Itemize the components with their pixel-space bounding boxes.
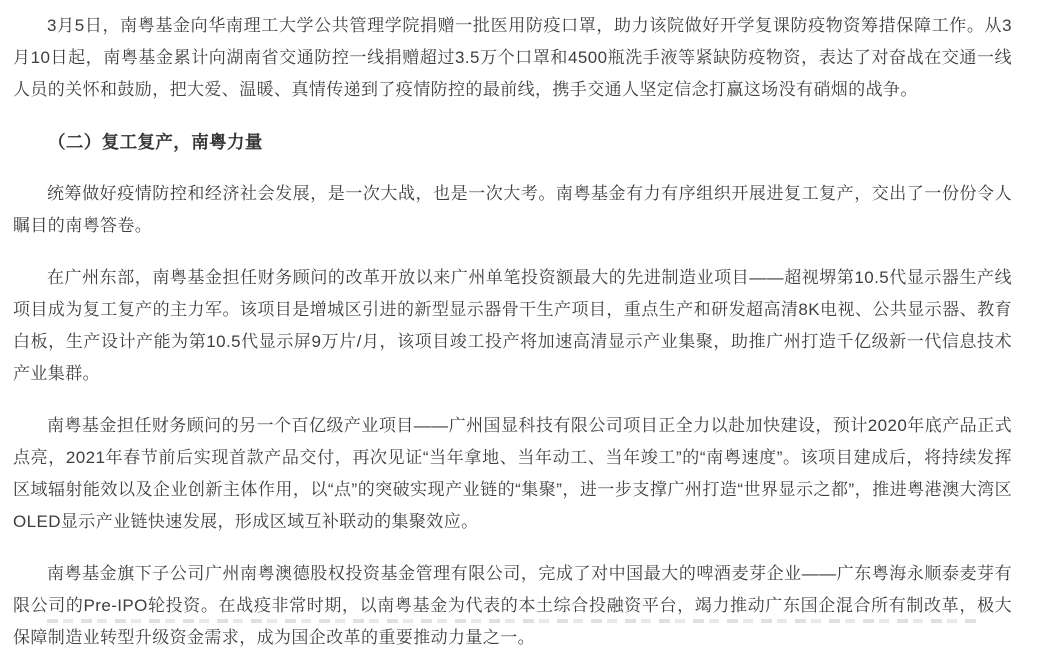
paragraph-guozhan-project: 南粤基金担任财务顾问的另一个百亿级产业项目——广州国显科技有限公司项目正全力以赴加快建设，预计2020年底产品正式点亮，2021年春节前后实现首款产品交付，再次见证“当年拿地、当年动工、当年竣工”的“南粤速度”。该项目建成后，将持续发挥区域辐射能效以及企业创新主体作用，以“点”的突破实现产业链的“集聚”，进一步支撑广州打造“世界显示之都”，推进粤港澳大湾区OLED显示产业链快速发展，形成区域互补联动的集聚效应。 — [13, 416, 1012, 531]
paragraph-donation: 3月5日，南粤基金向华南理工大学公共管理学院捐赠一批医用防疫口罩，助力该院做好开学复课防疫物资筹措保障工作。从3月10日起，南粤基金累计向湖南省交通防控一线捐赠超过3.5万个口罩和4500瓶洗手液等紧缺防疫物资，表达了对奋战在交通一线人员的关怀和鼓励，把大爱、温暖、真情传递到了疫情防控的最前线，携手交通人坚定信念打赢这场没有硝烟的战争。 — [13, 16, 1012, 99]
clipped-next-line-fragment — [47, 619, 977, 623]
section-heading-resume-work: （二）复工复产，南粤力量 — [48, 132, 263, 152]
paragraph-overview: 统筹做好疫情防控和经济社会发展，是一次大战，也是一次大考。南粤基金有力有序组织开展进复工复产，交出了一份份令人瞩目的南粤答卷。 — [13, 184, 1012, 235]
paragraph-display-production-line: 在广州东部，南粤基金担任财务顾问的改革开放以来广州单笔投资额最大的先进制造业项目——超视堺第10.5代显示器生产线项目成为复工复产的主力军。该项目是增城区引进的新型显示器骨干生产项目，重点生产和研发超高清8K电视、公共显示器、教育白板，生产设计产能为第10.5代显示屏9万片/月，该项目竣工投产将加速高清显示产业集聚，助推广州打造千亿级新一代信息技术产业集群。 — [13, 268, 1012, 383]
paragraph-pre-ipo-investment: 南粤基金旗下子公司广州南粤澳德股权投资基金管理有限公司，完成了对中国最大的啤酒麦芽企业——广东粤海永顺泰麦芽有限公司的Pre-IPO轮投资。在战疫非常时期，以南粤基金为代表的本土综合投融资平台，竭力推动广东国企混合所有制改革，极大保障制造业转型升级资金需求，成为国企改革的重要推动力量之一。 — [13, 564, 1012, 647]
